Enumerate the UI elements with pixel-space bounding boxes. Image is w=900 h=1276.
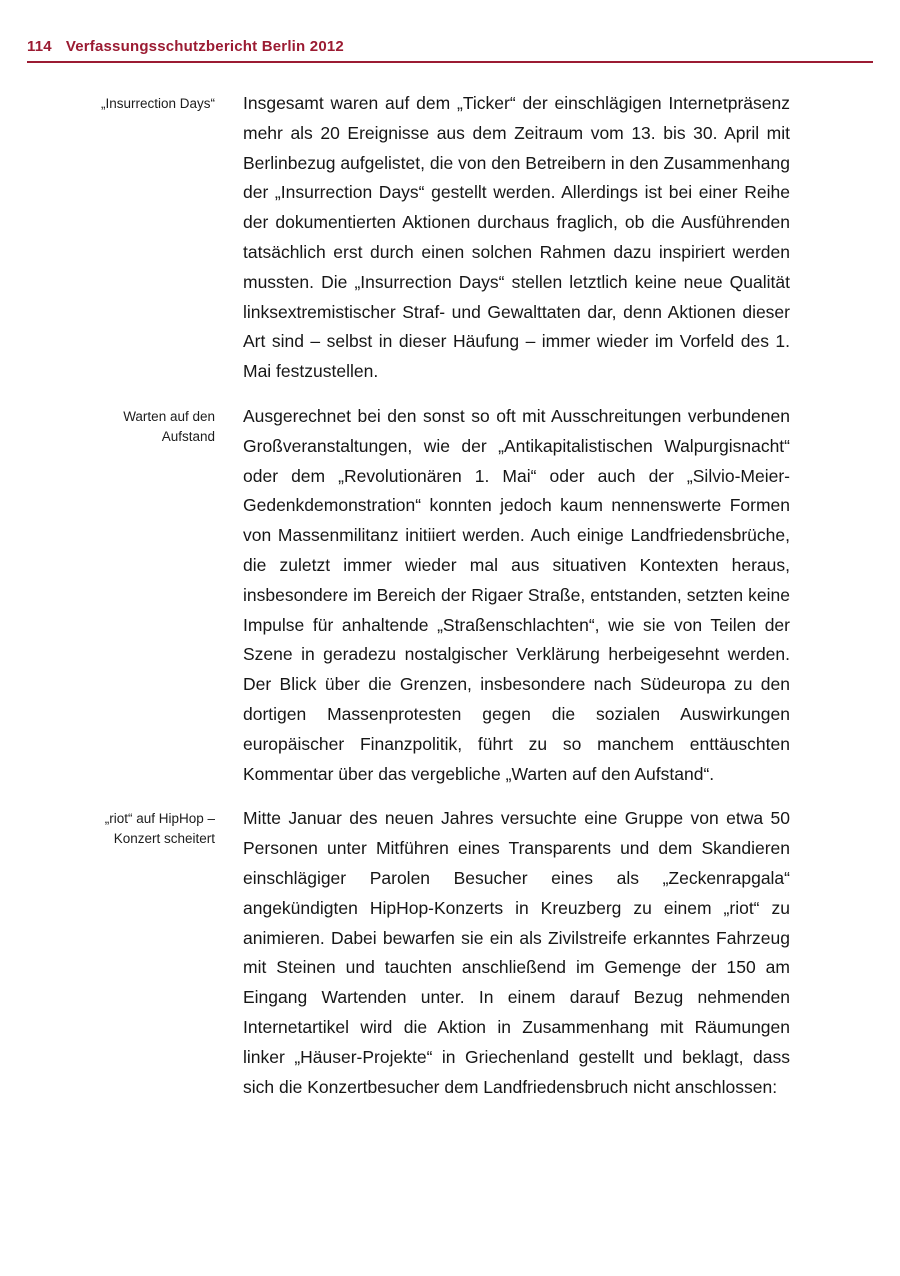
page-number: 114	[27, 38, 52, 55]
report-title: Verfassungsschutzbericht Berlin 2012	[65, 38, 344, 55]
paragraph-text: Ausgerechnet bei den sonst so oft mit Ausschreitungen verbundenen Großveranstaltungen, wie der „Antikapitalistischen Walpurgisnacht“ oder dem „Revolutionären 1. Mai“ oder auch der „Silvio-Meier-Gedenkdemonstration“ konnten jedoch kaum nennenswerte Formen von Massenmilitanz initiiert werden. Auch einige Landfriedensbrüche, die zuletzt immer wieder mal aus situativen Kontexten heraus, insbesondere im Bereich der Rigaer Straße, entstanden, setzten keine Impulse für anhaltende „Straßenschlachten“, wie sie von Teilen der Szene in geradezu nostalgischer Verklärung herbeigesehnt werden. Der Blick über die Grenzen, insbesondere nach Südeuropa zu den dortigen Massenprotesten gegen die sozialen Auswirkungen europäischer Finanzpolitik, führt zu so manchem enttäuschten Kommentar über das vergebliche „Warten auf den Aufstand“.	[243, 405, 790, 784]
paragraph-text: Insgesamt waren auf dem „Ticker“ der einschlägigen Internetpräsenz mehr als 20 Ereignisse aus dem Zeitraum vom 13. bis 30. April mit Berlinbezug aufgelistet, die von den Betreibern in den Zusammenhang der „Insurrection Days“ gestellt werden. Allerdings ist bei einer Reihe der dokumentierten Aktionen durchaus fraglich, ob die Ausführenden tatsächlich erst durch einen solchen Rahmen dazu inspiriert werden mussten. Die „Insurrection Days“ stellen letztlich keine neue Qualität linksextremistischer Straf- und Gewalttaten dar, denn Aktionen dieser Art sind – selbst in dieser Häufung – immer wieder im Vorfeld des 1. Mai festzustellen.	[243, 93, 790, 382]
margin-note: „Insurrection Days“	[100, 96, 215, 111]
margin-note: „riot“ auf HipHop – Konzert scheitert	[104, 811, 215, 847]
page-header	[27, 0, 873, 55]
section-insurrection-days	[27, 89, 790, 387]
page-content	[27, 89, 790, 1102]
header-rule	[27, 61, 873, 63]
margin-note: Warten auf den Aufstand	[123, 408, 215, 444]
section-riot-auf-hiphop-konzert	[27, 804, 790, 1102]
paragraph-text: Mitte Januar des neuen Jahres versuchte eine Gruppe von etwa 50 Personen unter Mitführen eines Transparents und dem Skandieren einschlägiger Parolen Besucher eines als „Zeckenrapgala“ angekündigten HipHop-Konzerts in Kreuzberg zu einem „riot“ zu animieren. Dabei bewarfen sie ein als Zivilstreife erkanntes Fahrzeug mit Steinen und tauchten anschließend im Gemenge der 150 am Eingang Wartenden unter. In einem darauf Bezug nehmenden Internetartikel wird die Aktion in Zusammenhang mit Räumungen linker „Häuser-Projekte“ in Griechenland gestellt und beklagt, dass sich die Konzertbesucher dem Landfriedensbruch nicht anschlossen:	[243, 808, 790, 1097]
section-warten-auf-den-aufstand	[27, 402, 790, 789]
